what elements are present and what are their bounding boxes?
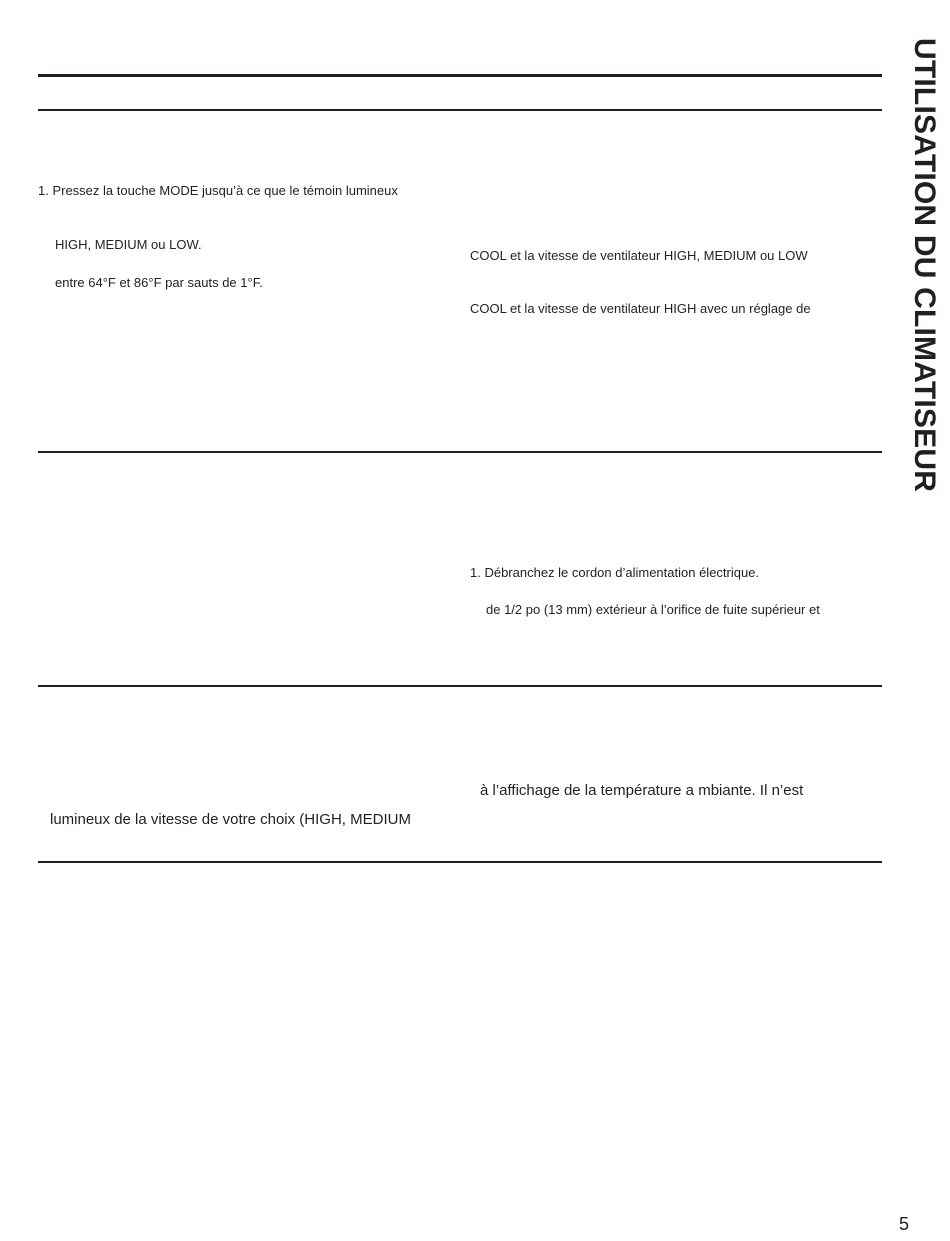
section-rule xyxy=(38,109,882,111)
right-text-line: COOL et la vitesse de ventilateur HIGH avec un réglage de xyxy=(470,301,811,316)
right-text-line: 1. Débranchez le cordon d’alimentation électrique. xyxy=(470,565,760,580)
section-rule xyxy=(38,451,882,453)
section-rule xyxy=(38,861,882,863)
section-rule-top xyxy=(38,74,882,77)
left-text-line: 1. Pressez la touche MODE jusqu’à ce que le témoin lumineux xyxy=(38,183,398,198)
right-text-line: à l’affichage de la température a mbiante. Il n’est xyxy=(480,782,804,799)
section-rule xyxy=(38,685,882,687)
right-text-line: COOL et la vitesse de ventilateur HIGH, MEDIUM ou LOW xyxy=(470,248,808,263)
page-number: 5 xyxy=(899,1214,910,1234)
left-text-line: HIGH, MEDIUM ou LOW. xyxy=(55,237,202,252)
left-text-line: lumineux de la vitesse de votre choix (HIGH, MEDIUM xyxy=(50,811,411,828)
section-side-title: UTILISATION DU CLIMATISEUR xyxy=(908,38,941,493)
left-text-line: entre 64°F et 86°F par sauts de 1°F. xyxy=(55,275,263,290)
right-text-line: de 1/2 po (13 mm) extérieur à l’orifice de fuite supérieur et xyxy=(486,602,820,617)
